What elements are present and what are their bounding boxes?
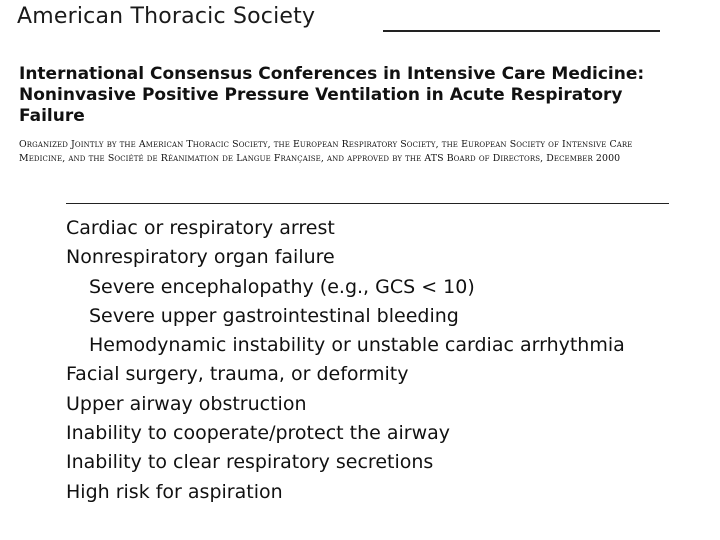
list-item: Inability to clear respiratory secretions (66, 451, 434, 474)
contraindications-list (66, 214, 625, 507)
list-sub-item: Severe upper gastrointestinal bleeding (89, 304, 459, 327)
list-item: Upper airway obstruction (66, 392, 307, 415)
list-item: Cardiac or respiratory arrest (66, 217, 335, 239)
list-item: Facial surgery, trauma, or deformity (66, 363, 409, 386)
list-item: Inability to cooperate/protect the airway (66, 422, 451, 445)
paper-title: International Consensus Conferences in Intensive Care Medicine: Noninvasive Positive Pressure Ventilation in Acute Respiratory Failure (19, 64, 645, 126)
header-rule (383, 30, 660, 32)
organized-by-note: Organized Jointly by the American Thoracic Society, the European Respiratory Society, the European Society of Intensive Care Medicine, and the Société de Réanimation de Langue Française, and approved by the ATS Board of Directors, December 2000 (19, 139, 633, 164)
list-item: High risk for aspiration (66, 480, 283, 503)
society-name: American Thoracic Society (17, 4, 316, 29)
section-divider (66, 203, 669, 204)
list-item: Nonrespiratory organ failure (66, 246, 335, 269)
list-sub-item: Hemodynamic instability or unstable cardiac arrhythmia (89, 334, 625, 357)
list-sub-item: Severe encephalopathy (e.g., GCS < 10) (89, 275, 475, 298)
